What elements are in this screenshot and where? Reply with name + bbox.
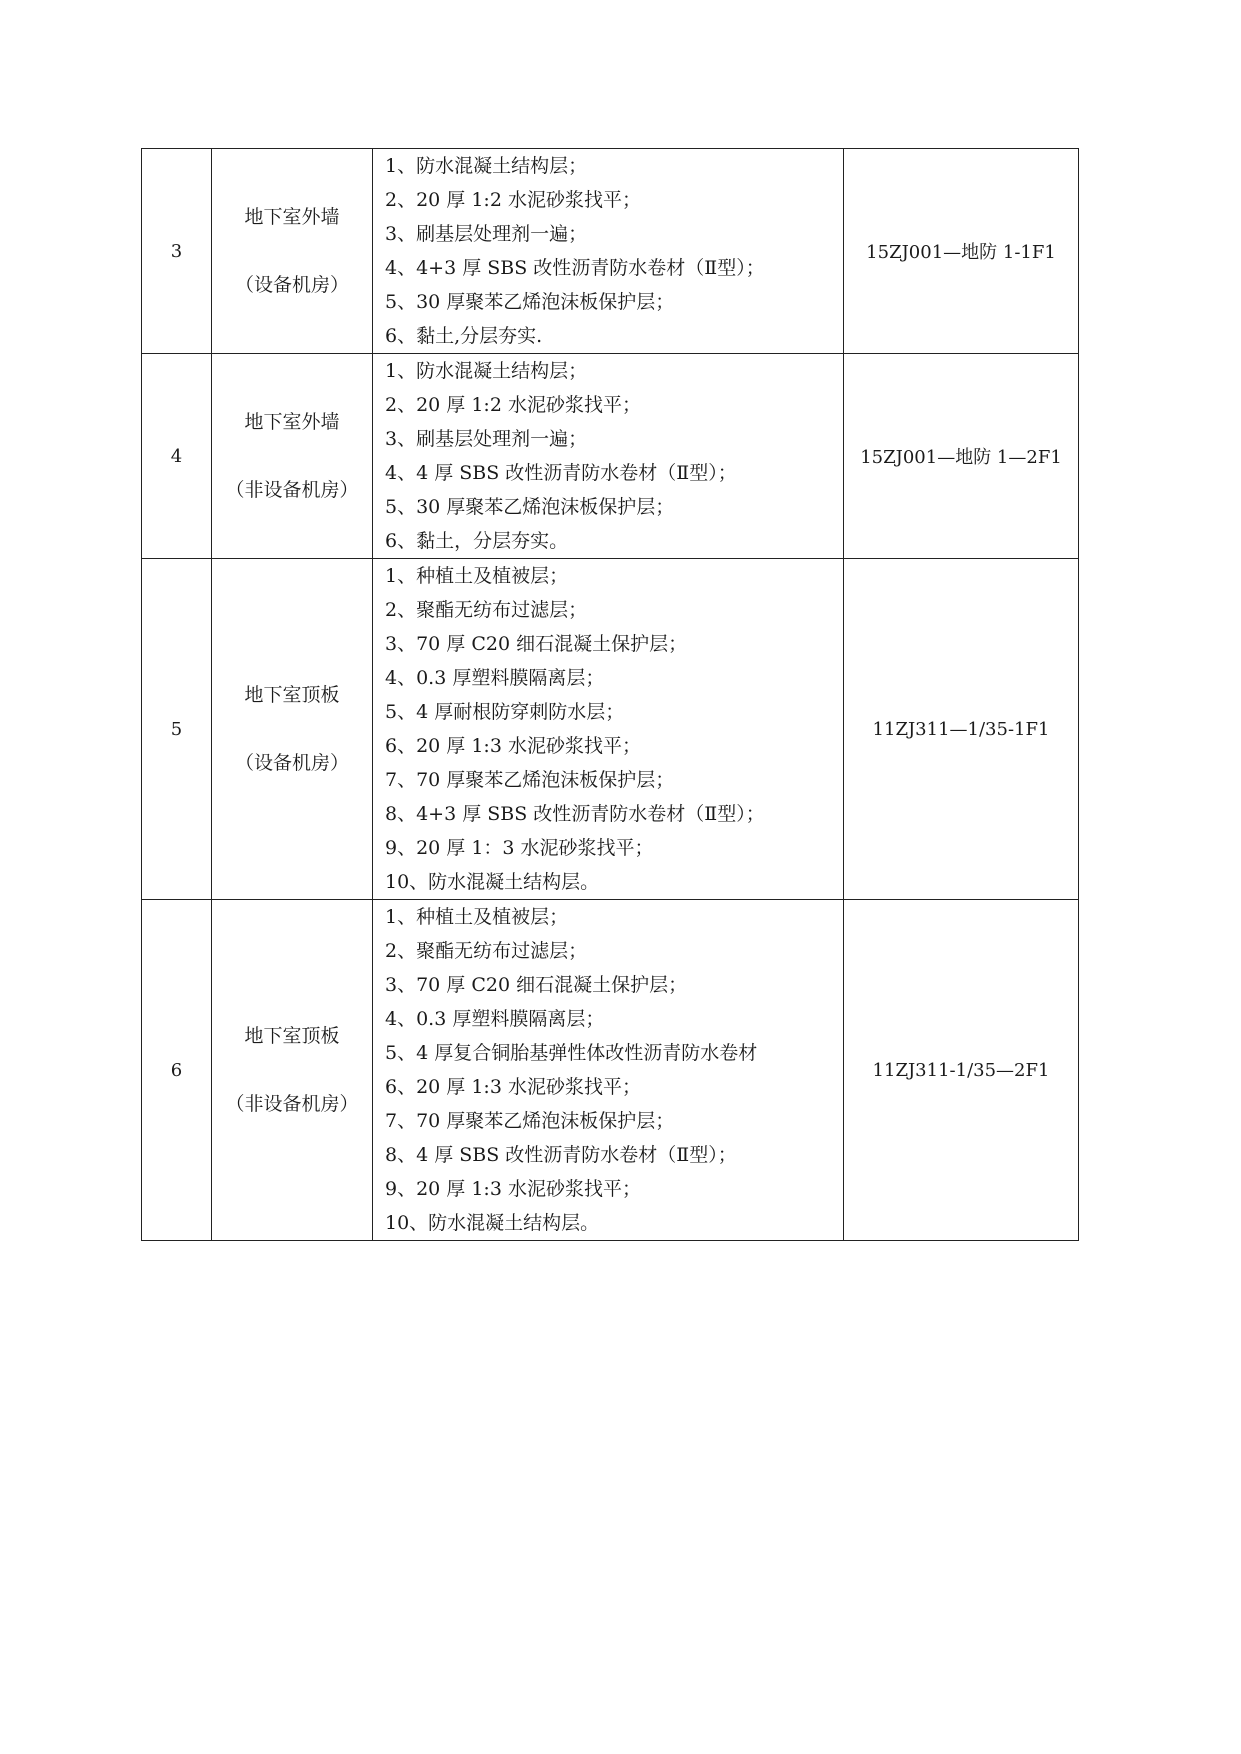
layer-item: 9、20 厚 1：3 水泥砂浆找平；	[385, 837, 654, 859]
layer-item: 5、4 厚耐根防穿刺防水层；	[385, 701, 625, 723]
layer-item: 7、70 厚聚苯乙烯泡沫板保护层；	[385, 769, 675, 791]
part-name: 地下室外墙	[244, 411, 340, 433]
layer-item: 5、30 厚聚苯乙烯泡沫板保护层；	[385, 291, 675, 313]
layers-cell	[373, 354, 844, 559]
row-number: 4	[142, 354, 212, 559]
layer-item: 6、黏土,分层夯实.	[385, 325, 543, 347]
layer-item: 3、刷基层处理剂一遍；	[385, 223, 588, 245]
layer-item: 1、种植土及植被层；	[385, 906, 569, 928]
layer-item: 1、防水混凝土结构层；	[385, 360, 588, 382]
part-name: 地下室顶板	[244, 684, 340, 706]
reference-code: 15ZJ001—地防 1-1F1	[844, 149, 1079, 354]
layer-item: 1、防水混凝土结构层；	[385, 155, 588, 177]
layer-item: 2、20 厚 1:2 水泥砂浆找平；	[385, 189, 641, 211]
waterproofing-spec-table	[141, 148, 1079, 1241]
layer-item: 2、20 厚 1:2 水泥砂浆找平；	[385, 394, 641, 416]
part-name-cell	[212, 149, 373, 354]
layer-item: 5、4 厚复合铜胎基弹性体改性沥青防水卷材	[385, 1042, 758, 1064]
part-qualifier: （设备机房）	[234, 274, 349, 296]
layer-item: 9、20 厚 1:3 水泥砂浆找平；	[385, 1178, 641, 1200]
table-row	[142, 559, 1079, 900]
layer-item: 5、30 厚聚苯乙烯泡沫板保护层；	[385, 496, 675, 518]
reference-code: 11ZJ311-1/35—2F1	[844, 900, 1079, 1241]
layer-item: 6、20 厚 1:3 水泥砂浆找平；	[385, 1076, 641, 1098]
layer-item: 10、防水混凝土结构层。	[385, 871, 600, 893]
layer-item: 7、70 厚聚苯乙烯泡沫板保护层；	[385, 1110, 675, 1132]
layer-item: 8、4+3 厚 SBS 改性沥青防水卷材（Ⅱ型）；	[385, 803, 765, 825]
layers-cell	[373, 149, 844, 354]
layer-item: 4、4+3 厚 SBS 改性沥青防水卷材（Ⅱ型）；	[385, 257, 765, 279]
part-qualifier: （非设备机房）	[225, 1093, 359, 1115]
layer-item: 4、0.3 厚塑料膜隔离层；	[385, 1008, 605, 1030]
part-name-cell	[212, 900, 373, 1241]
table-row	[142, 149, 1079, 354]
layer-item: 3、刷基层处理剂一遍；	[385, 428, 588, 450]
layer-item: 10、防水混凝土结构层。	[385, 1212, 600, 1234]
part-qualifier: （设备机房）	[234, 752, 349, 774]
layer-item: 1、种植土及植被层；	[385, 565, 569, 587]
layer-item: 6、20 厚 1:3 水泥砂浆找平；	[385, 735, 641, 757]
row-number: 3	[142, 149, 212, 354]
row-number: 6	[142, 900, 212, 1241]
layer-item: 3、70 厚 C20 细石混凝土保护层；	[385, 633, 688, 655]
part-name: 地下室顶板	[244, 1025, 340, 1047]
reference-code: 15ZJ001—地防 1—2F1	[844, 354, 1079, 559]
part-qualifier: （非设备机房）	[225, 479, 359, 501]
layer-item: 2、聚酯无纺布过滤层；	[385, 940, 588, 962]
layer-item: 2、聚酯无纺布过滤层；	[385, 599, 588, 621]
table-row	[142, 900, 1079, 1241]
table-row	[142, 354, 1079, 559]
layers-cell	[373, 900, 844, 1241]
layer-item: 6、黏土，分层夯实。	[385, 530, 569, 552]
layer-item: 3、70 厚 C20 细石混凝土保护层；	[385, 974, 688, 996]
layers-cell	[373, 559, 844, 900]
layer-item: 4、0.3 厚塑料膜隔离层；	[385, 667, 605, 689]
part-name: 地下室外墙	[244, 206, 340, 228]
layer-item: 8、4 厚 SBS 改性沥青防水卷材（Ⅱ型）；	[385, 1144, 737, 1166]
reference-code: 11ZJ311—1/35-1F1	[844, 559, 1079, 900]
part-name-cell	[212, 354, 373, 559]
part-name-cell	[212, 559, 373, 900]
layer-item: 4、4 厚 SBS 改性沥青防水卷材（Ⅱ型）；	[385, 462, 737, 484]
row-number: 5	[142, 559, 212, 900]
